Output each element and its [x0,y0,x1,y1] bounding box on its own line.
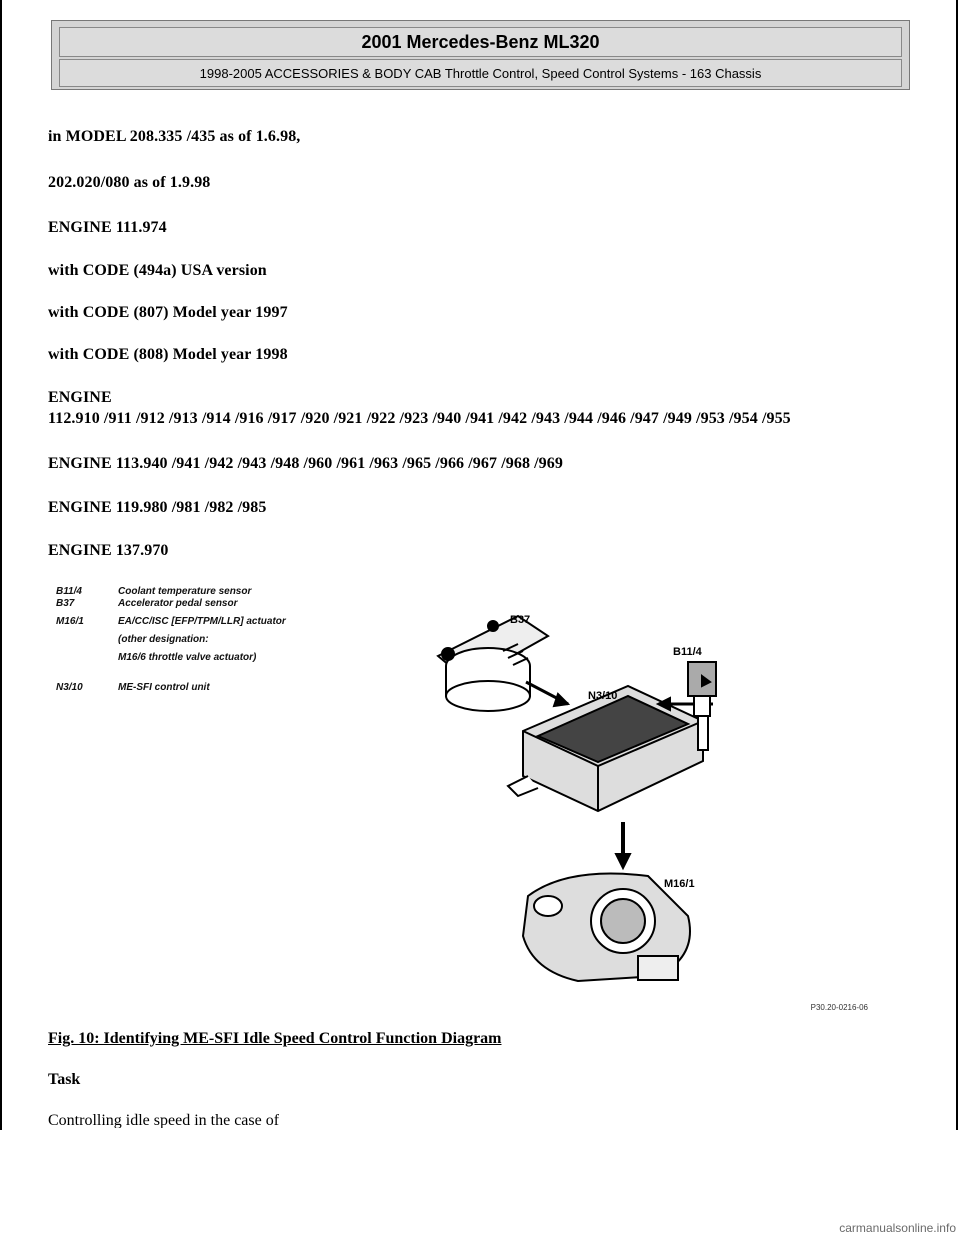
engine-112-variants: 112.910 /911 /912 /913 /914 /916 /917 /920 /921 /922 /923 /940 /941 /942 /943 /944 /946 /947 /949 /953 /954 /955 [48,410,791,427]
engine-112-heading: ENGINE [48,389,112,406]
legend-code: N3/10 [56,682,83,693]
figure-id: P30.20-0216-06 [810,1003,868,1012]
engine-113: ENGINE 113.940 /941 /942 /943 /948 /960 /961 /963 /965 /966 /967 /968 /969 [48,455,563,472]
page-header [51,20,910,90]
label-b11-4: B11/4 [673,646,702,658]
legend-desc: M16/6 throttle valve actuator) [118,652,257,663]
header-title-box [59,27,902,57]
legend-code: M16/1 [56,616,84,627]
label-n3-10: N3/10 [588,690,618,702]
function-diagram [48,576,868,1016]
figure-caption[interactable]: Fig. 10: Identifying ME-SFI Idle Speed Control Function Diagram [48,1030,502,1047]
code-494a: with CODE (494a) USA version [48,262,267,279]
model-line-1: in MODEL 208.335 /435 as of 1.6.98, [48,128,301,145]
header-title: 2001 Mercedes-Benz ML320 [361,31,600,52]
legend-code: B37 [56,598,75,609]
task-heading: Task [48,1071,81,1088]
legend-code: B11/4 [56,586,82,597]
header-subtitle-box [59,59,902,87]
legend-desc: Accelerator pedal sensor [118,598,238,609]
code-808: with CODE (808) Model year 1998 [48,346,288,363]
engine-137: ENGINE 137.970 [48,542,169,559]
legend-desc: EA/CC/ISC [EFP/TPM/LLR] actuator [118,616,286,627]
header-subtitle: 1998-2005 ACCESSORIES & BODY CAB Throttle Control, Speed Control Systems - 163 Chassis [199,65,762,81]
watermark: carmanualsonline.info [839,1221,956,1235]
body-text: Controlling idle speed in the case of [48,1112,280,1128]
accelerator-pedal-sensor-drawing [438,616,548,711]
legend-desc: Coolant temperature sensor [118,586,252,597]
label-m16-1: M16/1 [664,878,695,890]
engine-111: ENGINE 111.974 [48,219,167,236]
legend-desc: (other designation: [118,634,209,645]
legend-desc: ME-SFI control unit [118,682,210,693]
code-807: with CODE (807) Model year 1997 [48,304,288,321]
label-b37: B37 [510,614,531,626]
engine-119: ENGINE 119.980 /981 /982 /985 [48,499,267,516]
model-line-2: 202.020/080 as of 1.9.98 [48,174,211,191]
component-illustration [48,576,868,1016]
